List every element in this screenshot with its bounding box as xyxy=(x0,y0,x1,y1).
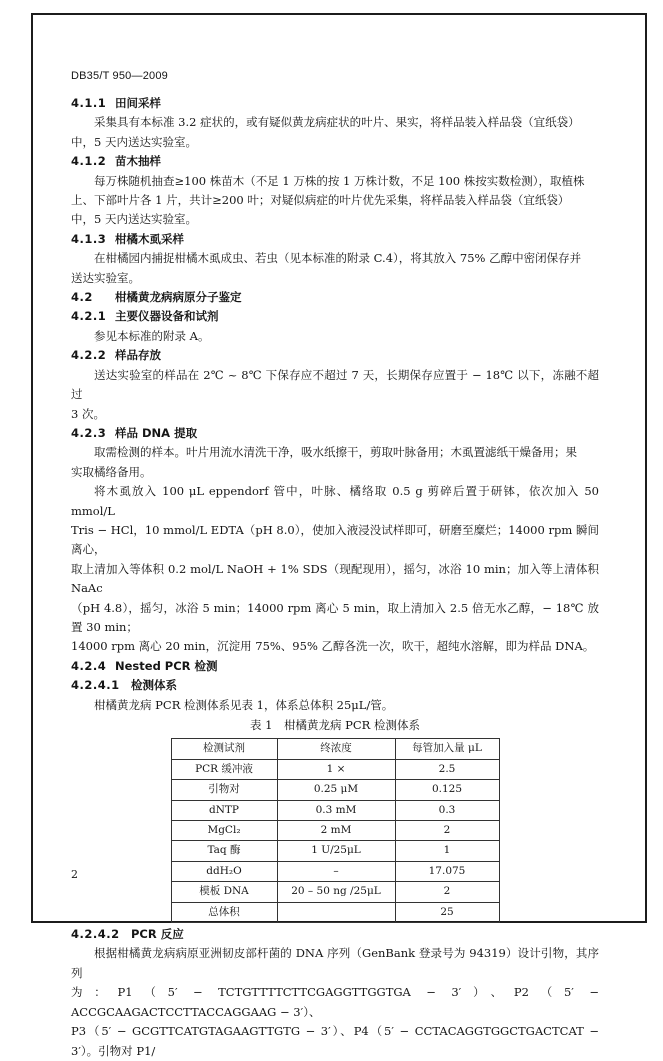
text-line: 14000 rpm 离心 20 min，沉淀用 75%、95% 乙醇各洗一次，吹干，超纯水溶解，即为样品 DNA。 xyxy=(71,639,595,654)
section-4-1-2-paragraph xyxy=(71,172,599,230)
table-cell: 17.075 xyxy=(395,861,499,881)
section-4-2-1-heading xyxy=(71,307,599,326)
section-4-2-1-paragraph xyxy=(71,327,599,346)
text-line: 采集具有本标准 3.2 症状的，或有疑似黄龙病症状的叶片、果实，将样品装入样品袋（宜纸袋） xyxy=(94,115,580,130)
section-number: 4.2.4.2 xyxy=(71,927,120,942)
table-cell: 模板 DNA xyxy=(171,882,277,902)
section-4-2-3-paragraph-2 xyxy=(71,482,599,657)
section-4-2-4-2-paragraph xyxy=(71,944,599,1060)
page-content xyxy=(71,94,599,1061)
section-number: 4.2.4 xyxy=(71,658,107,673)
table-cell: 0.3 mM xyxy=(277,800,395,820)
section-title: 苗木抽样 xyxy=(115,154,161,169)
section-number: 4.1.2 xyxy=(71,154,107,169)
section-4-1-1-heading xyxy=(71,94,599,113)
section-title: 柑橘木虱采样 xyxy=(115,231,184,246)
page-number: 2 xyxy=(71,868,78,881)
section-4-2-4-heading xyxy=(71,657,599,676)
text-line: 取需检测的样本。叶片用流水清洗干净，吸水纸擦干，剪取叶脉备用；木虱置滤纸干燥备用；果 xyxy=(94,445,577,460)
text-line: 送达实验室。 xyxy=(71,270,140,285)
section-4-2-3-paragraph-1 xyxy=(71,443,599,482)
section-number: 4.2.1 xyxy=(71,309,107,324)
table-cell: dNTP xyxy=(171,800,277,820)
text-line: 中，5 天内送达实验室。 xyxy=(71,212,197,227)
table-cell: Taq 酶 xyxy=(171,841,277,861)
table-cell: 1 × xyxy=(277,759,395,779)
table-cell: ddH₂O xyxy=(171,861,277,881)
section-4-2-2-heading xyxy=(71,346,599,365)
section-title: Nested PCR 检测 xyxy=(115,658,218,673)
text-line: 取上清加入等体积 0.2 mol/L NaOH + 1% SDS（现配现用），摇匀，冰浴 10 min；加入等上清体积 NaAc xyxy=(71,561,599,596)
table-cell: 引物对 xyxy=(171,780,277,800)
table-cell: 0.125 xyxy=(395,780,499,800)
text-line: P3（5′ − GCGTTCATGTAGAAGTTGTG − 3′）、P4（5′ − CCTACAGGTGGCTGACTCAT − 3′）。引物对 P1/ xyxy=(71,1024,599,1058)
table-cell: 2.5 xyxy=(395,759,499,779)
section-number: 4.2.3 xyxy=(71,425,107,440)
table-cell: 0.3 xyxy=(395,800,499,820)
table-cell: 25 xyxy=(395,902,499,922)
text-line: 上、下部叶片各 1 片，共计≥200 叶；对疑似病症的叶片优先采集，将样品装入样品袋（宜纸袋） xyxy=(71,193,570,208)
section-4-2-3-heading xyxy=(71,424,599,443)
column-header: 每管加入量 μL xyxy=(395,739,499,759)
text-line: （pH 4.8），摇匀，冰浴 5 min；14000 rpm 离心 5 min，取上清加入 2.5 倍无水乙醇，− 18℃ 放置 30 min； xyxy=(71,600,599,634)
table-header-row xyxy=(171,739,499,759)
text-line: Tris − HCl，10 mmol/L EDTA（pH 8.0），使加入液浸没试样即可，研磨至糜烂；14000 rpm 瞬间离心， xyxy=(71,522,599,557)
table-row xyxy=(171,882,499,902)
section-number: 4.1.3 xyxy=(71,231,107,246)
table-row xyxy=(171,800,499,820)
column-header: 终浓度 xyxy=(277,739,395,759)
table-cell: 2 xyxy=(395,882,499,902)
table-1-caption: 表 1 柑橘黄龙病 PCR 检测体系 xyxy=(250,718,420,732)
text-line: 为：P1（5′ − TCTGTTTTCTTCGAGGTTGGTGA − 3′）、P2（5′ − ACCGCAAGACTCCTTACCAGGAAG − 3′）、 xyxy=(71,985,599,1019)
section-title: 主要仪器设备和试剂 xyxy=(115,309,219,324)
table-row xyxy=(171,780,499,800)
section-4-2-2-paragraph xyxy=(71,366,599,424)
table-cell: 0.25 μM xyxy=(277,780,395,800)
table-cell: 1 xyxy=(395,841,499,861)
text-line: 送达实验室的样品在 2℃ ~ 8℃ 下保存应不超过 7 天，长期保存应置于 − 18℃ 以下，冻融不超过 xyxy=(71,367,599,402)
section-number: 4.2.2 xyxy=(71,348,107,363)
table-cell xyxy=(277,902,395,922)
table-row xyxy=(171,902,499,922)
section-4-2-heading xyxy=(71,288,599,307)
table-cell: – xyxy=(277,861,395,881)
table-row xyxy=(171,759,499,779)
table-row xyxy=(171,861,499,881)
table-cell: 1 U/25μL xyxy=(277,841,395,861)
section-number: 4.2 xyxy=(71,290,93,305)
table-cell: 总体积 xyxy=(171,902,277,922)
section-number: 4.2.4.1 xyxy=(71,678,120,693)
section-4-1-3-heading xyxy=(71,230,599,249)
table-cell: MgCl₂ xyxy=(171,821,277,841)
text-line: 将木虱放入 100 μL eppendorf 管中，叶脉、橘络取 0.5 g 剪碎后置于研钵，依次加入 50 mmol/L xyxy=(71,484,599,518)
document-code: DB35/T 950—2009 xyxy=(71,70,168,82)
text-line: 3 次。 xyxy=(71,406,105,421)
table-row xyxy=(171,841,499,861)
section-title: PCR 反应 xyxy=(131,927,184,942)
column-header: 检测试剂 xyxy=(171,739,277,759)
table-cell: 20 – 50 ng /25μL xyxy=(277,882,395,902)
section-title: 田间采样 xyxy=(115,96,161,110)
text-line: 在柑橘园内捕捉柑橘木虱成虫、若虫（见本标准的附录 C.4），将其放入 75% 乙醇中密闭保存并 xyxy=(94,251,582,266)
table-cell: 2 xyxy=(395,821,499,841)
text-line: 参见本标准的附录 A。 xyxy=(94,328,210,343)
table-cell: 2 mM xyxy=(277,821,395,841)
pcr-reagent-table xyxy=(171,738,500,923)
section-4-1-1-paragraph xyxy=(71,113,599,152)
text-line: 实取橘络备用。 xyxy=(71,464,152,479)
text-line: 根据柑橘黄龙病病原亚洲韧皮部杆菌的 DNA 序列（GenBank 登录号为 94319）设计引物，其序列 xyxy=(71,946,599,980)
text-line: 每万株随机抽查≥100 株苗木（不足 1 万株的按 1 万株计数，不足 100 株按实数检测），取植株 xyxy=(94,173,585,188)
section-number: 4.1.1 xyxy=(71,96,107,110)
text-line: 柑橘黄龙病 PCR 检测体系见表 1，体系总体积 25μL/管。 xyxy=(94,697,394,712)
section-4-1-2-heading xyxy=(71,152,599,171)
table-cell: PCR 缓冲液 xyxy=(171,759,277,779)
section-4-2-4-2-heading xyxy=(71,925,599,944)
section-title: 柑橘黄龙病病原分子鉴定 xyxy=(115,290,242,305)
section-4-2-4-1-heading xyxy=(71,676,599,695)
section-title: 检测体系 xyxy=(131,678,177,693)
section-4-2-4-1-paragraph xyxy=(71,696,599,715)
table-row xyxy=(171,821,499,841)
text-line: 中，5 天内送达实验室。 xyxy=(71,134,197,149)
section-title: 样品存放 xyxy=(115,348,161,363)
section-title: 样品 DNA 提取 xyxy=(115,425,198,440)
section-4-1-3-paragraph xyxy=(71,249,599,288)
